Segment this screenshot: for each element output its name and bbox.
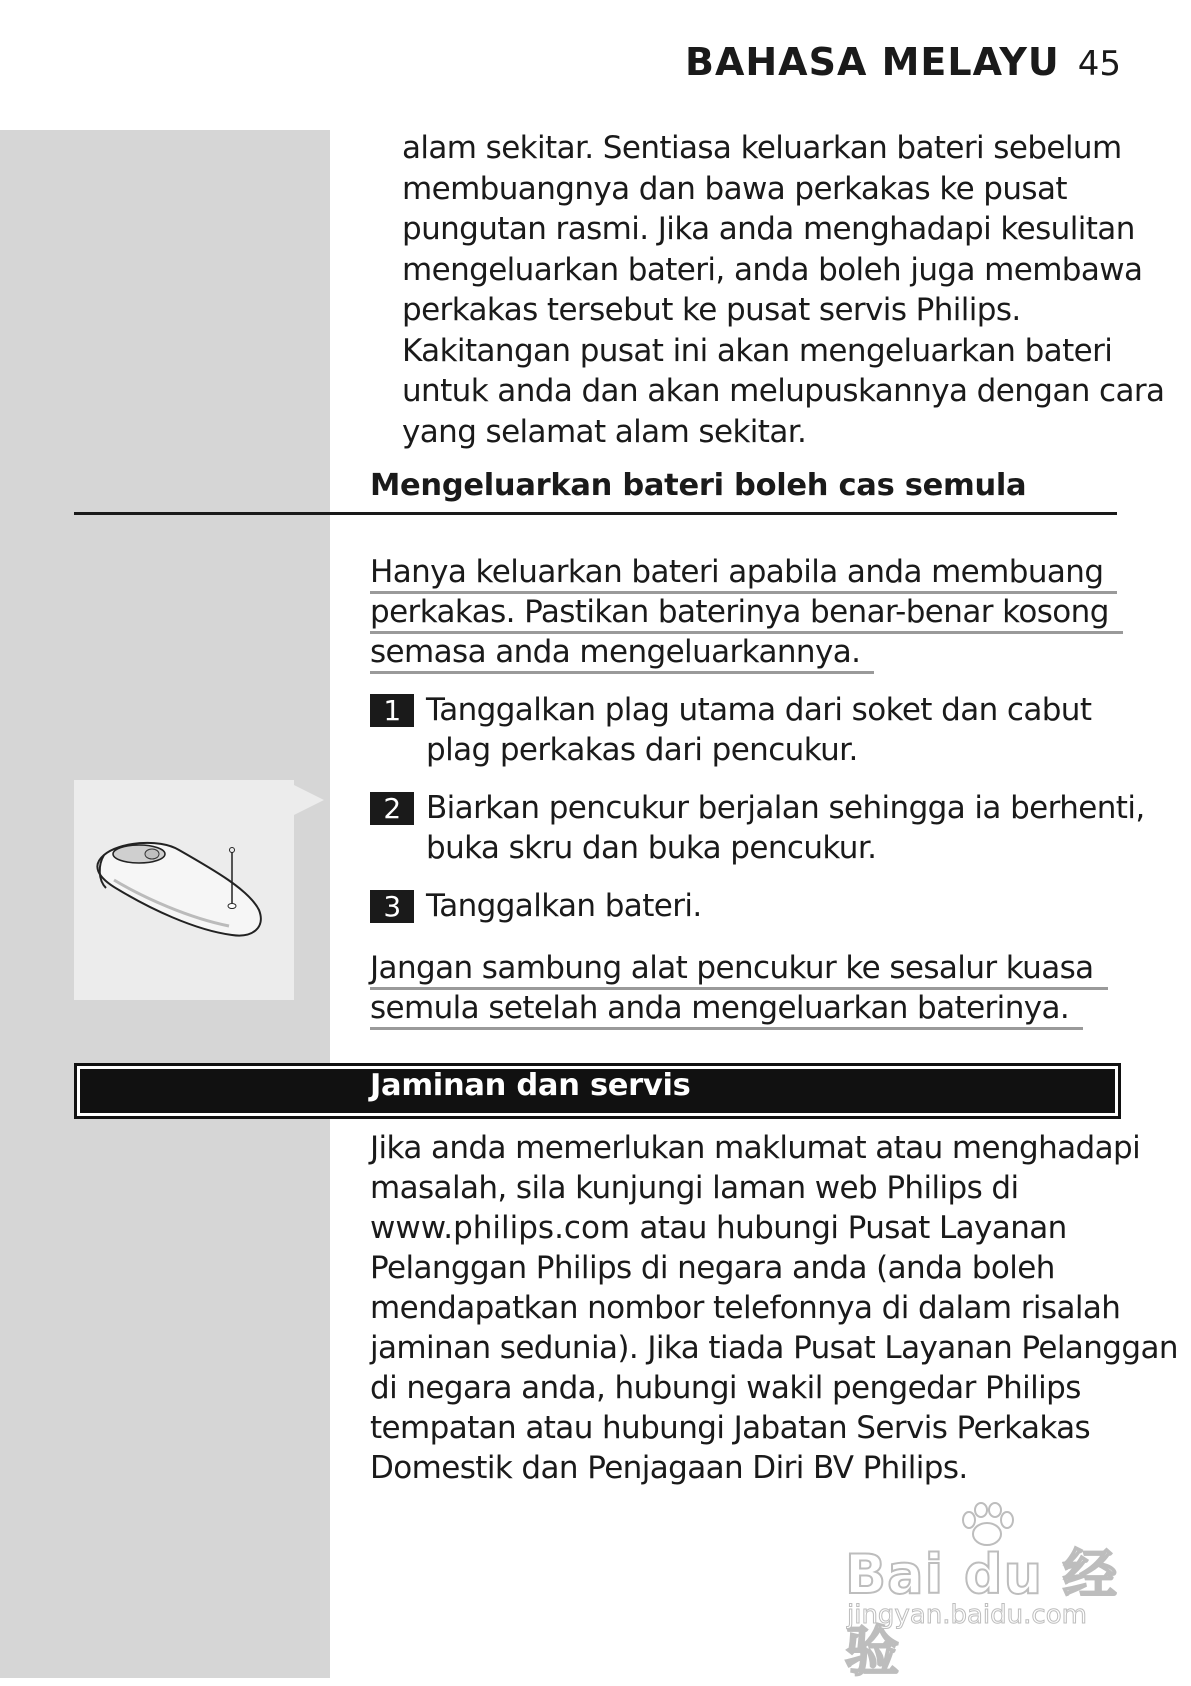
important-note-line: Hanya keluarkan bateri apabila anda membuang <box>370 553 1117 594</box>
step-line: buka skru dan buka pencukur. <box>426 830 877 866</box>
website-link[interactable]: www.philips.com <box>370 1210 631 1246</box>
intro-line: alam sekitar. Sentiasa keluarkan bateri sebelum <box>402 130 1122 166</box>
page-header <box>685 40 1121 90</box>
step-line: Tanggalkan plag utama dari soket dan cabut <box>426 692 1092 728</box>
step-line: Tanggalkan bateri. <box>426 888 702 924</box>
step-line: plag perkakas dari pencukur. <box>426 732 858 768</box>
intro-line: mengeluarkan bateri, anda boleh juga membawa <box>402 251 1143 288</box>
shaver-drawing <box>74 780 294 1000</box>
shaver-illustration <box>74 780 294 1000</box>
baidu-watermark <box>845 1502 1125 1683</box>
intro-line: Kakitangan pusat ini akan mengeluarkan bateri <box>402 332 1113 369</box>
steps-list <box>370 690 1145 944</box>
intro-paragraph <box>402 128 1165 452</box>
intro-line: perkakas tersebut ke pusat servis Philips. <box>402 292 1021 328</box>
body-line <box>370 1208 1130 1248</box>
step-item <box>370 886 1130 926</box>
intro-line: untuk anda dan akan melupuskannya dengan cara <box>402 373 1165 409</box>
step-item <box>370 788 1145 868</box>
body-line: Domestik dan Penjagaan Diri BV Philips. <box>370 1450 968 1486</box>
watermark-logo-text: Bai du 经验 <box>845 1543 1118 1683</box>
body-line-rest: atau hubungi Pusat Layanan <box>630 1210 1067 1246</box>
intro-line: membuangnya dan bawa perkakas ke pusat <box>402 170 1067 207</box>
step-text <box>426 886 702 926</box>
body-line: tempatan atau hubungi Jabatan Servis Perkakas <box>370 1410 1091 1446</box>
warranty-paragraph <box>370 1128 1178 1488</box>
section-heading-battery-removal: Mengeluarkan bateri boleh cas semula <box>370 468 1027 503</box>
step-item <box>370 690 1130 770</box>
language-title: BAHASA MELAYU <box>685 40 1060 84</box>
important-note <box>370 552 1130 672</box>
step-number-badge: 1 <box>370 694 414 727</box>
intro-line: pungutan rasmi. Jika anda menghadapi kesulitan <box>402 211 1135 247</box>
body-line: Pelanggan Philips di negara anda (anda boleh <box>370 1250 1055 1286</box>
body-line: Jika anda memerlukan maklumat atau menghadapi <box>370 1130 1141 1166</box>
step-text <box>426 788 1145 868</box>
step-number-badge: 3 <box>370 890 414 923</box>
important-note-line: semasa anda mengeluarkannya. <box>370 633 874 674</box>
important-note-line: perkakas. Pastikan baterinya benar-benar kosong <box>370 593 1123 634</box>
body-line: masalah, sila kunjungi laman web Philips di <box>370 1170 1019 1206</box>
step-line: Biarkan pencukur berjalan sehingga ia berhenti, <box>426 790 1145 826</box>
page-number: 45 <box>1077 44 1121 84</box>
section-divider <box>74 512 1117 515</box>
illustration-pointer <box>294 780 330 820</box>
intro-line: yang selamat alam sekitar. <box>402 413 807 450</box>
body-line: mendapatkan nombor telefonnya di dalam risalah <box>370 1290 1121 1326</box>
watermark-url: jingyan.baidu.com <box>847 1600 1087 1630</box>
body-line: di negara anda, hubungi wakil pengedar Philips <box>370 1370 1081 1406</box>
caution-note-line: semula setelah anda mengeluarkan baterinya. <box>370 989 1083 1030</box>
step-number-badge: 2 <box>370 792 414 825</box>
step-text <box>426 690 1091 770</box>
caution-note <box>370 948 1130 1028</box>
section-heading-warranty: Jaminan dan servis <box>370 1068 691 1103</box>
caution-note-line: Jangan sambung alat pencukur ke sesalur kuasa <box>370 949 1108 990</box>
body-line: jaminan sedunia). Jika tiada Pusat Layanan Pelanggan <box>370 1330 1178 1366</box>
